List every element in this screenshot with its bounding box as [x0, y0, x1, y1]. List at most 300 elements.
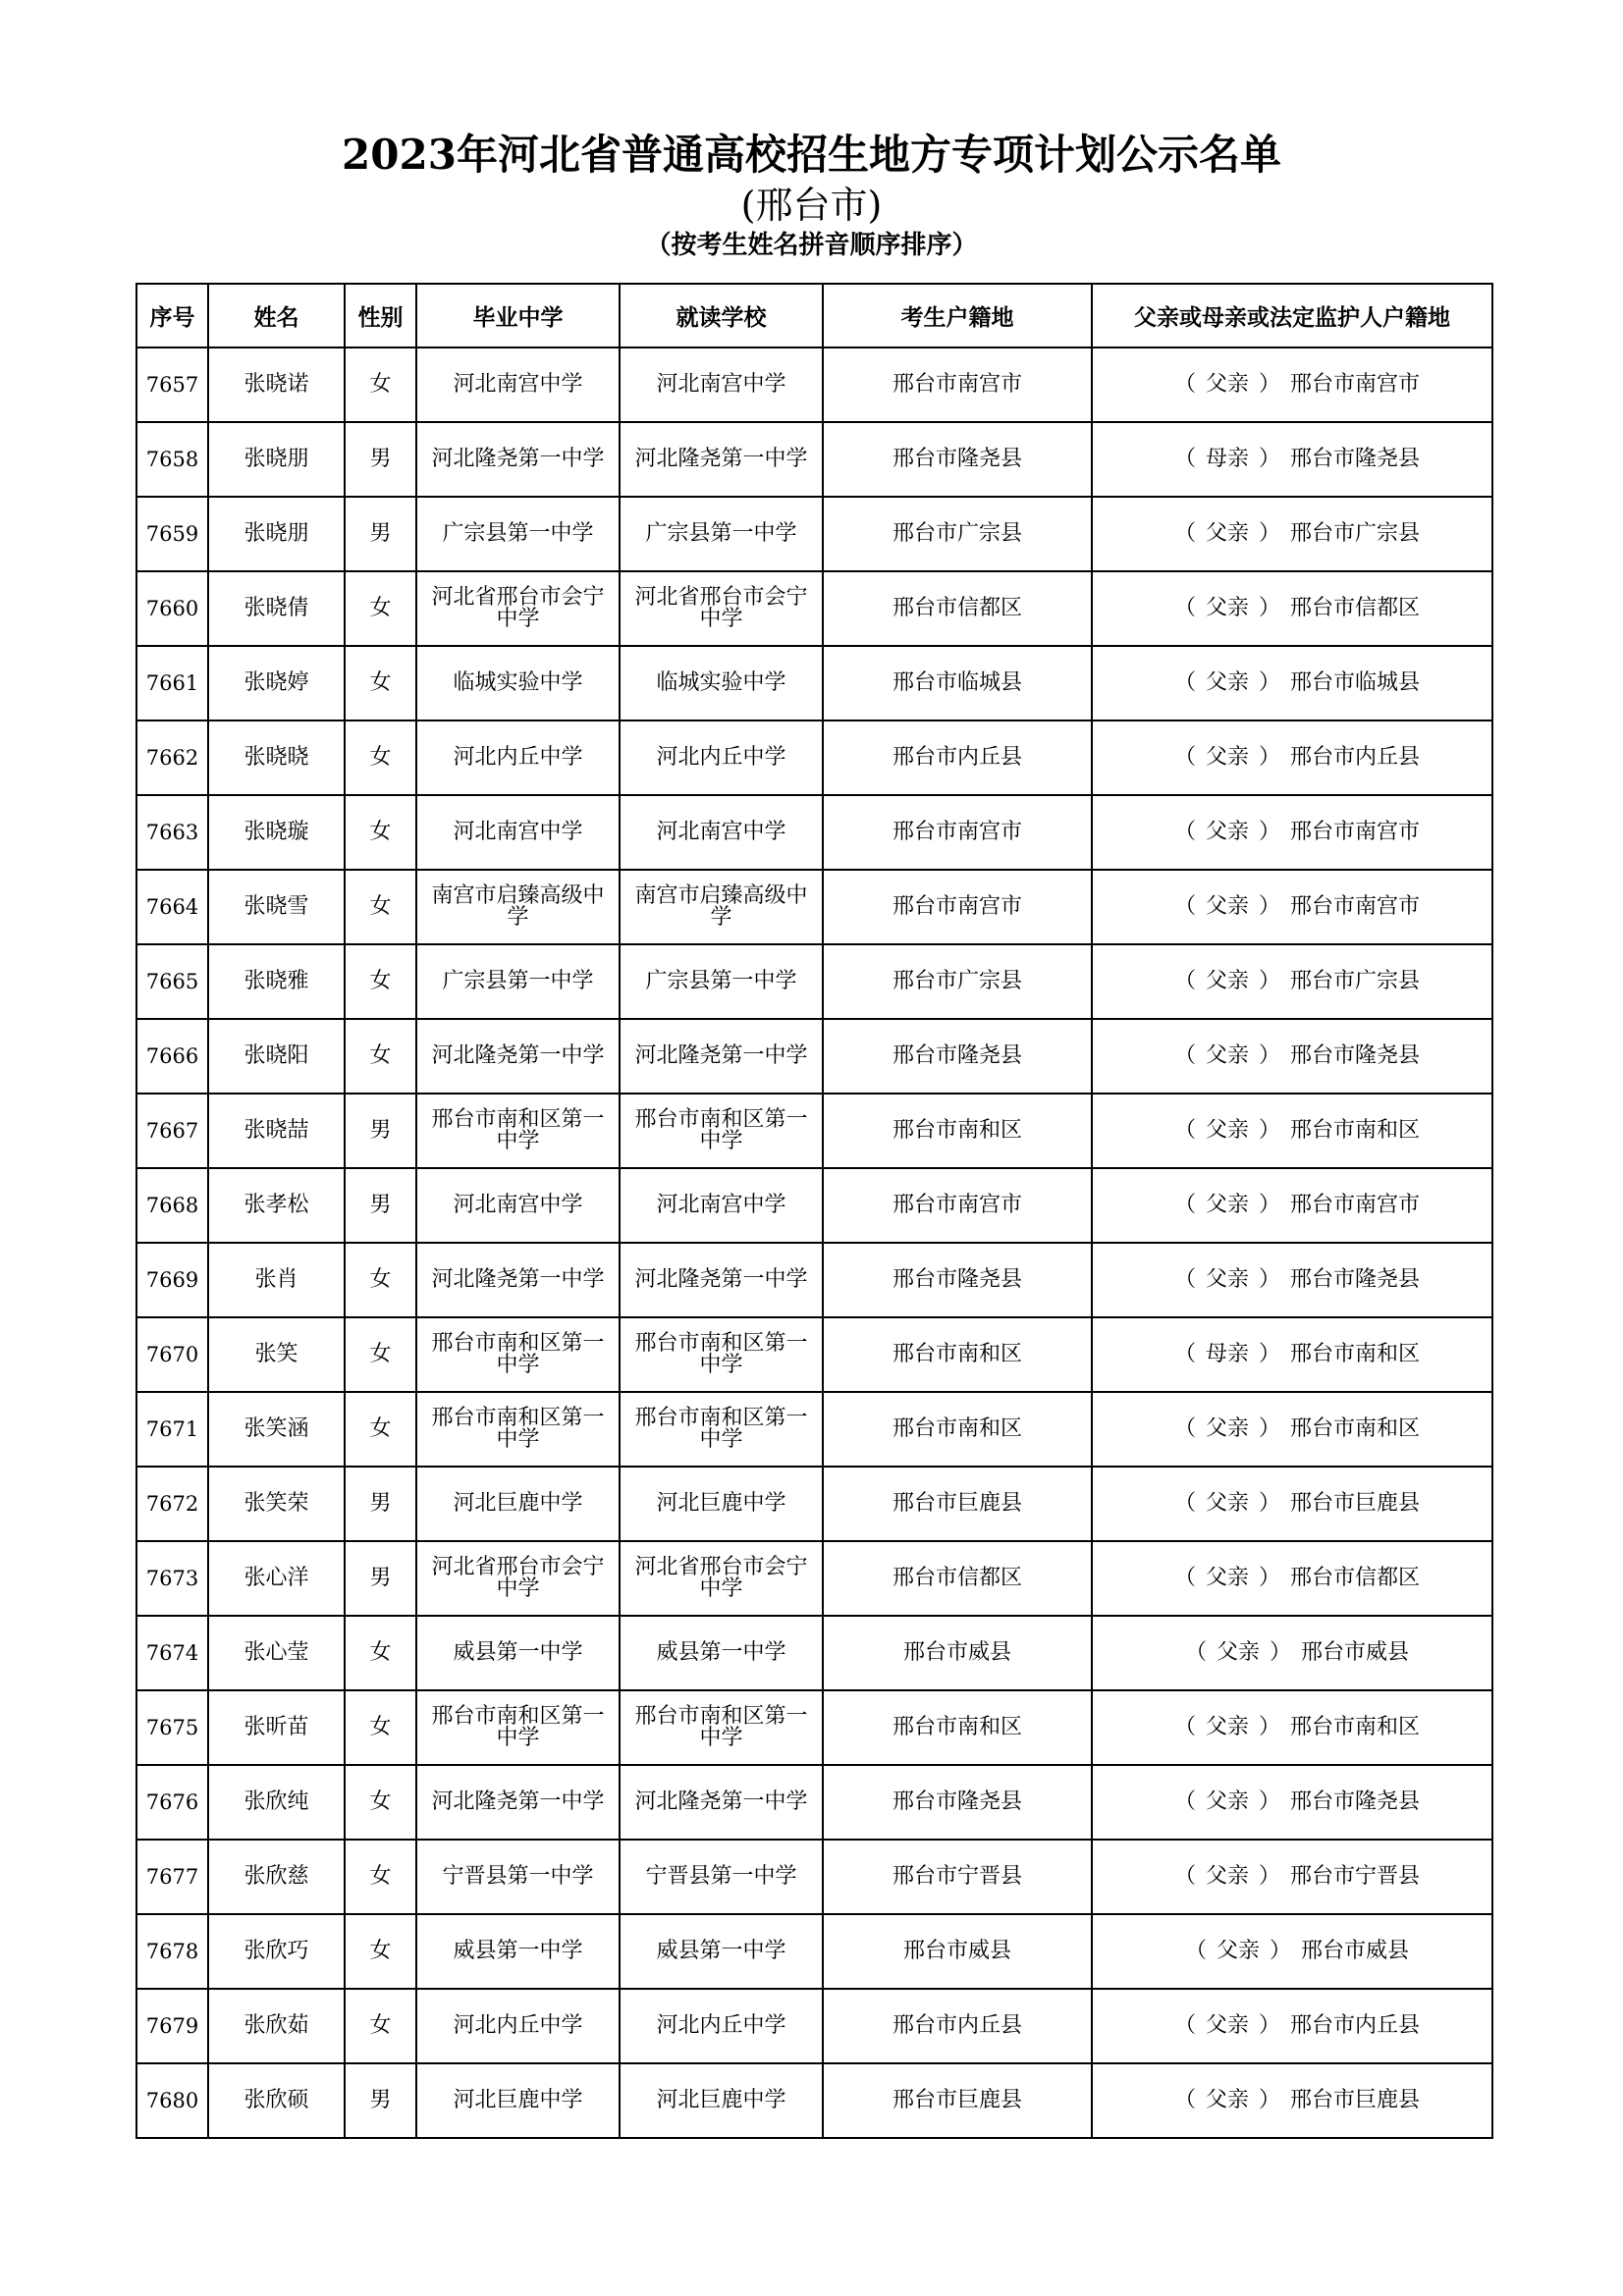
roster-body — [136, 347, 1492, 2138]
cell-parent-hukou — [1092, 1541, 1492, 1616]
cell-current-school: 威县第一中学 — [620, 1914, 823, 1989]
table-row — [136, 422, 1492, 497]
paren-open: （ — [1173, 372, 1196, 397]
cell-seq: 7671 — [136, 1392, 208, 1467]
cell-gender: 男 — [345, 422, 416, 497]
paren-close: ） — [1270, 1939, 1292, 1963]
relation-label: 父亲 — [1205, 596, 1249, 620]
cell-hukou: 邢台市南和区 — [823, 1690, 1092, 1765]
cell-current-school: 邢台市南和区第一中学 — [620, 1690, 823, 1765]
cell-parent-hukou — [1092, 1989, 1492, 2063]
cell-gender: 女 — [345, 646, 416, 721]
cell-grad-school: 威县第一中学 — [416, 1616, 620, 1690]
cell-hukou: 邢台市南宫市 — [823, 870, 1092, 944]
parent-hukou-value: 邢台市南和区 — [1290, 1118, 1421, 1143]
table-row — [136, 497, 1492, 571]
cell-seq: 7678 — [136, 1914, 208, 1989]
paren-close: ） — [1259, 1789, 1281, 1814]
relation-label: 父亲 — [1216, 1939, 1260, 1963]
cell-parent-hukou — [1092, 1467, 1492, 1541]
cell-gender: 女 — [345, 1243, 416, 1317]
cell-seq: 7664 — [136, 870, 208, 944]
paren-close: ） — [1270, 1640, 1292, 1665]
parent-hukou-value: 邢台市威县 — [1301, 1939, 1410, 1963]
cell-parent-hukou — [1092, 1914, 1492, 1989]
paren-close: ） — [1259, 372, 1281, 397]
cell-current-school: 河北省邢台市会宁中学 — [620, 571, 823, 646]
relation-label: 父亲 — [1205, 1566, 1249, 1590]
cell-current-school: 河北巨鹿中学 — [620, 2063, 823, 2138]
cell-gender: 男 — [345, 1541, 416, 1616]
cell-parent-hukou — [1092, 870, 1492, 944]
relation-label: 父亲 — [1205, 1789, 1249, 1814]
paren-close: ） — [1259, 1342, 1281, 1366]
cell-hukou: 邢台市巨鹿县 — [823, 1467, 1092, 1541]
cell-current-school: 临城实验中学 — [620, 646, 823, 721]
roster-table — [135, 283, 1493, 2139]
cell-grad-school: 河北南宫中学 — [416, 1168, 620, 1243]
cell-grad-school: 河北省邢台市会宁中学 — [416, 1541, 620, 1616]
cell-grad-school: 河北巨鹿中学 — [416, 1467, 620, 1541]
paren-open: （ — [1173, 1566, 1196, 1590]
cell-grad-school: 南宫市启臻高级中学 — [416, 870, 620, 944]
cell-gender: 女 — [345, 1616, 416, 1690]
table-row — [136, 1616, 1492, 1690]
cell-name: 张晓诺 — [208, 347, 345, 422]
cell-name: 张肖 — [208, 1243, 345, 1317]
cell-hukou: 邢台市内丘县 — [823, 721, 1092, 795]
cell-name: 张晓阳 — [208, 1019, 345, 1094]
relation-label: 母亲 — [1205, 447, 1249, 471]
cell-gender: 女 — [345, 870, 416, 944]
cell-parent-hukou — [1092, 721, 1492, 795]
paren-open: （ — [1173, 1715, 1196, 1739]
table-row — [136, 1019, 1492, 1094]
relation-label: 父亲 — [1216, 1640, 1260, 1665]
cell-parent-hukou — [1092, 944, 1492, 1019]
parent-hukou-value: 邢台市隆尧县 — [1290, 1043, 1421, 1068]
paren-close: ） — [1259, 2088, 1281, 2112]
cell-grad-school: 河北南宫中学 — [416, 795, 620, 870]
cell-grad-school: 邢台市南和区第一中学 — [416, 1094, 620, 1168]
parent-hukou-value: 邢台市临城县 — [1290, 670, 1421, 695]
relation-label: 父亲 — [1205, 1864, 1249, 1889]
cell-current-school: 河北南宫中学 — [620, 795, 823, 870]
page-subtitle: (邢台市) — [740, 184, 883, 227]
paren-close: ） — [1259, 1193, 1281, 1217]
cell-grad-school: 河北隆尧第一中学 — [416, 1243, 620, 1317]
paren-close: ） — [1259, 1491, 1281, 1516]
cell-name: 张晓璇 — [208, 795, 345, 870]
cell-parent-hukou — [1092, 1019, 1492, 1094]
header-grad-school: 毕业中学 — [416, 284, 620, 347]
cell-parent-hukou — [1092, 2063, 1492, 2138]
paren-close: ） — [1259, 1864, 1281, 1889]
relation-label: 父亲 — [1205, 1715, 1249, 1739]
paren-close: ） — [1259, 2013, 1281, 2038]
cell-hukou: 邢台市南宫市 — [823, 795, 1092, 870]
cell-current-school: 河北隆尧第一中学 — [620, 1243, 823, 1317]
cell-current-school: 广宗县第一中学 — [620, 944, 823, 1019]
header-current-school: 就读学校 — [620, 284, 823, 347]
cell-parent-hukou — [1092, 497, 1492, 571]
table-row — [136, 1392, 1492, 1467]
cell-seq: 7677 — [136, 1840, 208, 1914]
paren-close: ） — [1259, 1715, 1281, 1739]
parent-hukou-value: 邢台市内丘县 — [1290, 745, 1421, 770]
paren-close: ） — [1259, 1118, 1281, 1143]
parent-hukou-value: 邢台市信都区 — [1290, 1566, 1421, 1590]
relation-label: 父亲 — [1205, 969, 1249, 993]
parent-hukou-value: 邢台市宁晋县 — [1290, 1864, 1421, 1889]
paren-open: （ — [1173, 1416, 1196, 1441]
paren-close: ） — [1259, 1267, 1281, 1292]
parent-hukou-value: 邢台市隆尧县 — [1290, 1789, 1421, 1814]
cell-current-school: 邢台市南和区第一中学 — [620, 1392, 823, 1467]
cell-hukou: 邢台市隆尧县 — [823, 1765, 1092, 1840]
cell-grad-school: 河北隆尧第一中学 — [416, 1019, 620, 1094]
cell-hukou: 邢台市南和区 — [823, 1317, 1092, 1392]
paren-close: ） — [1259, 1416, 1281, 1441]
paren-open: （ — [1173, 1491, 1196, 1516]
table-row — [136, 1914, 1492, 1989]
cell-hukou: 邢台市信都区 — [823, 571, 1092, 646]
parent-hukou-value: 邢台市隆尧县 — [1290, 1267, 1421, 1292]
paren-open: （ — [1173, 670, 1196, 695]
cell-gender: 女 — [345, 944, 416, 1019]
cell-parent-hukou — [1092, 1690, 1492, 1765]
table-row — [136, 646, 1492, 721]
header-gender: 性别 — [345, 284, 416, 347]
table-row — [136, 1168, 1492, 1243]
cell-name: 张晓倩 — [208, 571, 345, 646]
cell-name: 张晓朋 — [208, 422, 345, 497]
relation-label: 父亲 — [1205, 820, 1249, 844]
cell-gender: 女 — [345, 1392, 416, 1467]
cell-name: 张晓婷 — [208, 646, 345, 721]
cell-hukou: 邢台市临城县 — [823, 646, 1092, 721]
paren-open: （ — [1173, 596, 1196, 620]
paren-close: ） — [1259, 1043, 1281, 1068]
paren-open: （ — [1173, 820, 1196, 844]
table-row — [136, 1094, 1492, 1168]
parent-hukou-value: 邢台市南宫市 — [1290, 820, 1421, 844]
cell-gender: 女 — [345, 1765, 416, 1840]
cell-current-school: 邢台市南和区第一中学 — [620, 1317, 823, 1392]
cell-name: 张欣硕 — [208, 2063, 345, 2138]
cell-hukou: 邢台市南宫市 — [823, 1168, 1092, 1243]
cell-name: 张欣慈 — [208, 1840, 345, 1914]
table-row — [136, 1467, 1492, 1541]
cell-parent-hukou — [1092, 347, 1492, 422]
cell-gender: 男 — [345, 497, 416, 571]
paren-close: ） — [1259, 820, 1281, 844]
cell-parent-hukou — [1092, 795, 1492, 870]
paren-open: （ — [1173, 1118, 1196, 1143]
cell-hukou: 邢台市巨鹿县 — [823, 2063, 1092, 2138]
cell-current-school: 邢台市南和区第一中学 — [620, 1094, 823, 1168]
parent-hukou-value: 邢台市巨鹿县 — [1290, 1491, 1421, 1516]
parent-hukou-value: 邢台市广宗县 — [1290, 521, 1421, 546]
parent-hukou-value: 邢台市隆尧县 — [1290, 447, 1421, 471]
cell-name: 张昕苗 — [208, 1690, 345, 1765]
parent-hukou-value: 邢台市巨鹿县 — [1290, 2088, 1421, 2112]
cell-gender: 女 — [345, 1840, 416, 1914]
cell-hukou: 邢台市隆尧县 — [823, 1019, 1092, 1094]
parent-hukou-value: 邢台市内丘县 — [1290, 2013, 1421, 2038]
cell-seq: 7667 — [136, 1094, 208, 1168]
cell-hukou: 邢台市威县 — [823, 1616, 1092, 1690]
cell-name: 张晓雪 — [208, 870, 345, 944]
cell-hukou: 邢台市内丘县 — [823, 1989, 1092, 2063]
cell-current-school: 宁晋县第一中学 — [620, 1840, 823, 1914]
cell-seq: 7668 — [136, 1168, 208, 1243]
cell-name: 张心莹 — [208, 1616, 345, 1690]
relation-label: 父亲 — [1205, 1267, 1249, 1292]
cell-seq: 7675 — [136, 1690, 208, 1765]
cell-seq: 7674 — [136, 1616, 208, 1690]
cell-seq: 7672 — [136, 1467, 208, 1541]
header-row — [136, 284, 1492, 347]
table-row — [136, 1765, 1492, 1840]
relation-label: 父亲 — [1205, 2013, 1249, 2038]
cell-current-school: 河北隆尧第一中学 — [620, 1765, 823, 1840]
cell-gender: 男 — [345, 1168, 416, 1243]
cell-name: 张笑荣 — [208, 1467, 345, 1541]
cell-gender: 男 — [345, 1094, 416, 1168]
cell-gender: 男 — [345, 1467, 416, 1541]
cell-seq: 7662 — [136, 721, 208, 795]
paren-open: （ — [1173, 1864, 1196, 1889]
parent-hukou-value: 邢台市南宫市 — [1290, 1193, 1421, 1217]
cell-grad-school: 河北内丘中学 — [416, 1989, 620, 2063]
cell-gender: 女 — [345, 347, 416, 422]
paren-open: （ — [1173, 2013, 1196, 2038]
cell-parent-hukou — [1092, 1168, 1492, 1243]
relation-label: 母亲 — [1205, 1342, 1249, 1366]
paren-open: （ — [1184, 1640, 1207, 1665]
relation-label: 父亲 — [1205, 1193, 1249, 1217]
paren-close: ） — [1259, 745, 1281, 770]
cell-grad-school: 河北隆尧第一中学 — [416, 1765, 620, 1840]
cell-seq: 7657 — [136, 347, 208, 422]
cell-grad-school: 广宗县第一中学 — [416, 944, 620, 1019]
header-name: 姓名 — [208, 284, 345, 347]
cell-name: 张欣巧 — [208, 1914, 345, 1989]
table-row — [136, 1989, 1492, 2063]
paren-open: （ — [1173, 1193, 1196, 1217]
cell-seq: 7661 — [136, 646, 208, 721]
cell-parent-hukou — [1092, 1243, 1492, 1317]
table-row — [136, 1243, 1492, 1317]
table-row — [136, 1317, 1492, 1392]
cell-grad-school: 宁晋县第一中学 — [416, 1840, 620, 1914]
cell-seq: 7663 — [136, 795, 208, 870]
cell-parent-hukou — [1092, 1840, 1492, 1914]
paren-open: （ — [1173, 521, 1196, 546]
cell-seq: 7666 — [136, 1019, 208, 1094]
cell-hukou: 邢台市广宗县 — [823, 497, 1092, 571]
header-hukou: 考生户籍地 — [823, 284, 1092, 347]
paren-close: ） — [1259, 670, 1281, 695]
cell-gender: 男 — [345, 2063, 416, 2138]
header-seq: 序号 — [136, 284, 208, 347]
paren-open: （ — [1173, 1789, 1196, 1814]
cell-grad-school: 河北省邢台市会宁中学 — [416, 571, 620, 646]
paren-open: （ — [1173, 2088, 1196, 2112]
relation-label: 父亲 — [1205, 745, 1249, 770]
table-row — [136, 721, 1492, 795]
cell-gender: 女 — [345, 1019, 416, 1094]
paren-close: ） — [1259, 521, 1281, 546]
cell-parent-hukou — [1092, 646, 1492, 721]
relation-label: 父亲 — [1205, 2088, 1249, 2112]
parent-hukou-value: 邢台市南宫市 — [1290, 894, 1421, 919]
cell-hukou: 邢台市信都区 — [823, 1541, 1092, 1616]
paren-open: （ — [1173, 1267, 1196, 1292]
cell-hukou: 邢台市宁晋县 — [823, 1840, 1092, 1914]
cell-seq: 7659 — [136, 497, 208, 571]
paren-close: ） — [1259, 894, 1281, 919]
cell-hukou: 邢台市南和区 — [823, 1392, 1092, 1467]
relation-label: 父亲 — [1205, 1491, 1249, 1516]
cell-gender: 女 — [345, 1690, 416, 1765]
cell-name: 张晓朋 — [208, 497, 345, 571]
cell-hukou: 邢台市隆尧县 — [823, 422, 1092, 497]
cell-name: 张心洋 — [208, 1541, 345, 1616]
paren-close: ） — [1259, 1566, 1281, 1590]
cell-hukou: 邢台市广宗县 — [823, 944, 1092, 1019]
paren-open: （ — [1173, 969, 1196, 993]
cell-parent-hukou — [1092, 1094, 1492, 1168]
table-row — [136, 795, 1492, 870]
cell-name: 张笑涵 — [208, 1392, 345, 1467]
cell-grad-school: 河北内丘中学 — [416, 721, 620, 795]
parent-hukou-value: 邢台市南宫市 — [1290, 372, 1421, 397]
paren-close: ） — [1259, 969, 1281, 993]
page-title: 2023年河北省普通高校招生地方专项计划公示名单 — [342, 131, 1281, 179]
cell-gender: 女 — [345, 1317, 416, 1392]
cell-name: 张晓晓 — [208, 721, 345, 795]
cell-gender: 女 — [345, 795, 416, 870]
table-row — [136, 2063, 1492, 2138]
cell-grad-school: 邢台市南和区第一中学 — [416, 1317, 620, 1392]
parent-hukou-value: 邢台市南和区 — [1290, 1416, 1421, 1441]
paren-close: ） — [1259, 596, 1281, 620]
cell-parent-hukou — [1092, 422, 1492, 497]
parent-hukou-value: 邢台市南和区 — [1290, 1715, 1421, 1739]
cell-grad-school: 河北巨鹿中学 — [416, 2063, 620, 2138]
table-row — [136, 1541, 1492, 1616]
cell-current-school: 河北南宫中学 — [620, 1168, 823, 1243]
paren-open: （ — [1173, 894, 1196, 919]
paren-open: （ — [1184, 1939, 1207, 1963]
cell-grad-school: 广宗县第一中学 — [416, 497, 620, 571]
cell-gender: 女 — [345, 721, 416, 795]
cell-parent-hukou — [1092, 1765, 1492, 1840]
parent-hukou-value: 邢台市威县 — [1301, 1640, 1410, 1665]
cell-name: 张晓喆 — [208, 1094, 345, 1168]
cell-gender: 女 — [345, 1914, 416, 1989]
cell-grad-school: 邢台市南和区第一中学 — [416, 1392, 620, 1467]
cell-name: 张笑 — [208, 1317, 345, 1392]
relation-label: 父亲 — [1205, 1118, 1249, 1143]
cell-grad-school: 邢台市南和区第一中学 — [416, 1690, 620, 1765]
parent-hukou-value: 邢台市南和区 — [1290, 1342, 1421, 1366]
cell-hukou: 邢台市南和区 — [823, 1094, 1092, 1168]
cell-seq: 7680 — [136, 2063, 208, 2138]
cell-gender: 女 — [345, 1989, 416, 2063]
cell-hukou: 邢台市威县 — [823, 1914, 1092, 1989]
cell-seq: 7669 — [136, 1243, 208, 1317]
cell-seq: 7676 — [136, 1765, 208, 1840]
relation-label: 父亲 — [1205, 521, 1249, 546]
parent-hukou-value: 邢台市信都区 — [1290, 596, 1421, 620]
cell-current-school: 河北省邢台市会宁中学 — [620, 1541, 823, 1616]
relation-label: 父亲 — [1205, 894, 1249, 919]
relation-label: 父亲 — [1205, 372, 1249, 397]
cell-current-school: 南宫市启臻高级中学 — [620, 870, 823, 944]
cell-name: 张欣茹 — [208, 1989, 345, 2063]
parent-hukou-value: 邢台市广宗县 — [1290, 969, 1421, 993]
cell-grad-school: 河北隆尧第一中学 — [416, 422, 620, 497]
relation-label: 父亲 — [1205, 1043, 1249, 1068]
cell-seq: 7673 — [136, 1541, 208, 1616]
paren-open: （ — [1173, 1342, 1196, 1366]
table-row — [136, 571, 1492, 646]
table-row — [136, 944, 1492, 1019]
paren-open: （ — [1173, 745, 1196, 770]
cell-grad-school: 临城实验中学 — [416, 646, 620, 721]
cell-grad-school: 河北南宫中学 — [416, 347, 620, 422]
cell-parent-hukou — [1092, 1616, 1492, 1690]
cell-current-school: 河北隆尧第一中学 — [620, 422, 823, 497]
sort-note: （按考生姓名拼音顺序排序） — [645, 231, 978, 260]
cell-seq: 7670 — [136, 1317, 208, 1392]
cell-seq: 7679 — [136, 1989, 208, 2063]
paren-close: ） — [1259, 447, 1281, 471]
cell-current-school: 河北内丘中学 — [620, 721, 823, 795]
cell-parent-hukou — [1092, 571, 1492, 646]
table-row — [136, 1840, 1492, 1914]
table-row — [136, 1690, 1492, 1765]
cell-seq: 7660 — [136, 571, 208, 646]
cell-gender: 女 — [345, 571, 416, 646]
cell-hukou: 邢台市南宫市 — [823, 347, 1092, 422]
cell-name: 张孝松 — [208, 1168, 345, 1243]
cell-current-school: 威县第一中学 — [620, 1616, 823, 1690]
header-parent-hukou: 父亲或母亲或法定监护人户籍地 — [1092, 284, 1492, 347]
relation-label: 父亲 — [1205, 670, 1249, 695]
table-row — [136, 347, 1492, 422]
cell-current-school: 广宗县第一中学 — [620, 497, 823, 571]
cell-hukou: 邢台市隆尧县 — [823, 1243, 1092, 1317]
cell-parent-hukou — [1092, 1392, 1492, 1467]
cell-name: 张欣纯 — [208, 1765, 345, 1840]
table-row — [136, 870, 1492, 944]
cell-current-school: 河北巨鹿中学 — [620, 1467, 823, 1541]
paren-open: （ — [1173, 447, 1196, 471]
cell-current-school: 河北南宫中学 — [620, 347, 823, 422]
cell-current-school: 河北隆尧第一中学 — [620, 1019, 823, 1094]
cell-seq: 7658 — [136, 422, 208, 497]
cell-grad-school: 威县第一中学 — [416, 1914, 620, 1989]
cell-name: 张晓雅 — [208, 944, 345, 1019]
paren-open: （ — [1173, 1043, 1196, 1068]
cell-parent-hukou — [1092, 1317, 1492, 1392]
relation-label: 父亲 — [1205, 1416, 1249, 1441]
cell-seq: 7665 — [136, 944, 208, 1019]
